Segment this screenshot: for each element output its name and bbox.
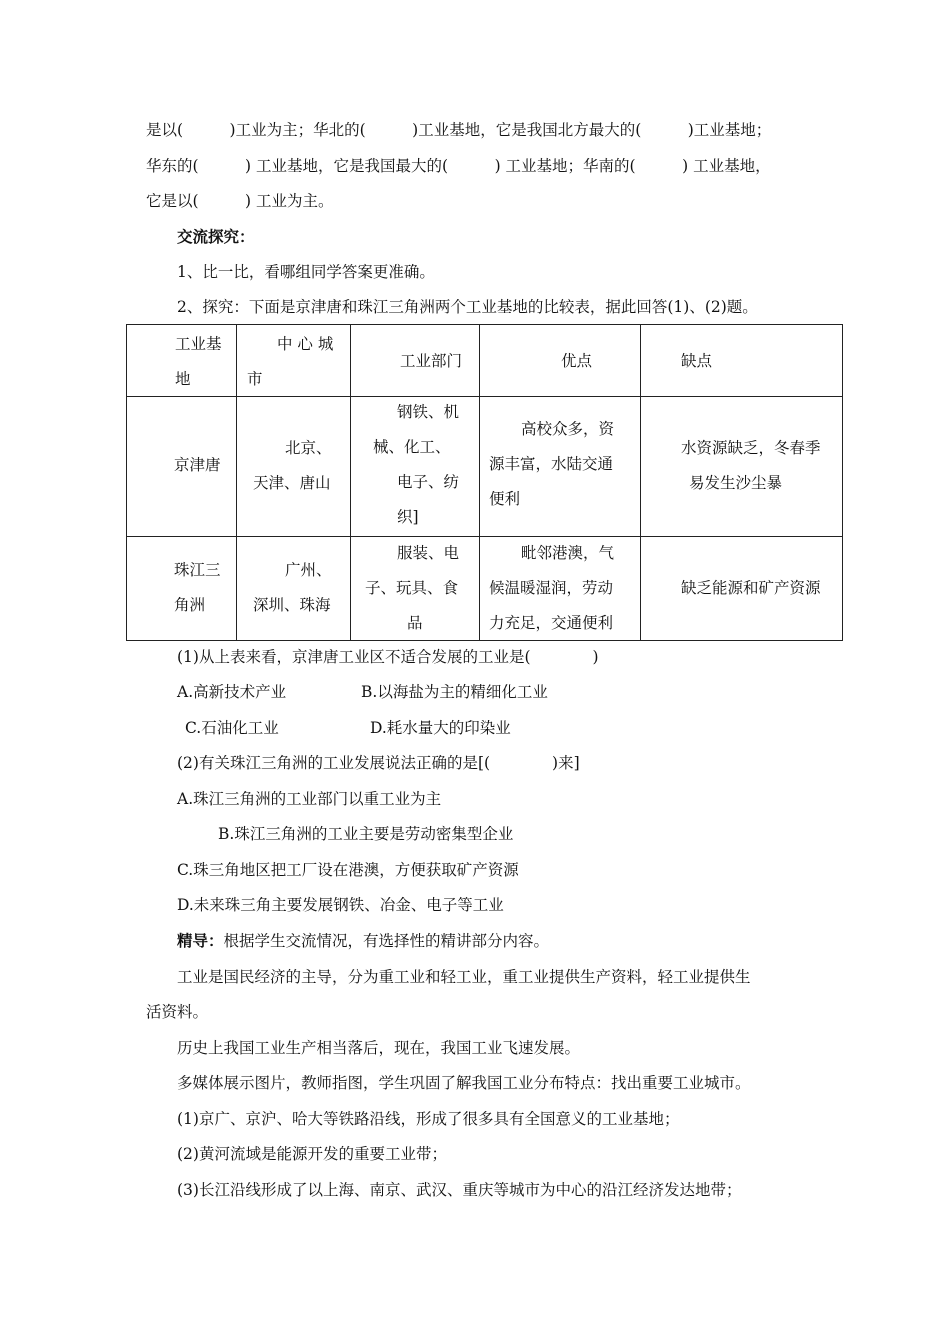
- row2-dis: [641, 537, 843, 641]
- intro-line-3: 它是以( ) 工业为主。: [146, 192, 334, 210]
- row1-dept-line-2: 械、化工、: [373, 438, 451, 456]
- header-dept-text: 工业部门: [400, 352, 463, 370]
- guide-line: [177, 930, 549, 952]
- row2-city: [237, 537, 351, 641]
- header-base-line-2: 地: [175, 370, 191, 388]
- q1-option-c: C.石油化工业: [185, 719, 279, 737]
- row1-dis-line-2: 易发生沙尘暴: [689, 474, 783, 492]
- row1-dept-line-1: 钢铁、机: [397, 403, 460, 421]
- q2-option-b: B.珠江三角洲的工业主要是劳动密集型企业: [218, 825, 514, 843]
- list-item-3: (3)长江沿线形成了以上海、南京、武汉、重庆等城市为中心的沿江经济发达地带；: [177, 1181, 742, 1199]
- q1-option-a: A.高新技术产业: [177, 683, 287, 701]
- row1-dept-line-3: 电子、纺: [397, 473, 460, 491]
- paragraph-2: 历史上我国工业生产相当落后，现在，我国工业飞速发展。: [177, 1039, 581, 1057]
- row1-city-line-1: 北京、: [285, 439, 332, 457]
- row2-dept-line-2: 子、玩具、食: [365, 579, 459, 597]
- row1-dis-line-1: 水资源缺乏，冬春季: [681, 439, 821, 457]
- row2-base: [127, 537, 237, 641]
- row2-dept-line-1: 服装、电: [397, 544, 460, 562]
- intro-line-1: 是以( )工业为主；华北的( )工业基地，它是我国北方最大的( )工业基地；: [146, 121, 772, 139]
- table-header-row: [127, 325, 843, 397]
- row1-adv-line-2: 源丰富，水陆交通: [489, 455, 614, 473]
- paragraph-1-line-2: 活资料。: [146, 1003, 209, 1021]
- comparison-table: [126, 324, 843, 641]
- row1-dis: [641, 397, 843, 537]
- row1-base-text: 京津唐: [174, 456, 221, 474]
- header-city-line-1: 中 心 城: [277, 335, 334, 353]
- paragraph-1-line-1: 工业是国民经济的主导，分为重工业和轻工业，重工业提供生产资料，轻工业提供生: [177, 968, 751, 986]
- row1-adv-line-1: 高校众多，资: [521, 420, 615, 438]
- header-dis-text: 缺点: [681, 352, 713, 370]
- row2-dept: [351, 537, 480, 641]
- row2-base-line-1: 珠江三: [174, 561, 221, 579]
- header-adv-text: 优点: [561, 352, 593, 370]
- q1-option-d: D.耗水量大的印染业: [370, 719, 511, 737]
- exchange-item-2: 2、探究：下面是京津唐和珠江三角洲两个工业基地的比较表，据此回答(1)、(2)题。: [177, 298, 758, 316]
- row2-city-line-2: 深圳、珠海: [253, 596, 331, 614]
- row1-dept-line-4: 织]: [397, 508, 419, 526]
- row2-dis-text: 缺乏能源和矿产资源: [681, 579, 821, 597]
- row1-dept: [351, 397, 480, 537]
- header-dept: [351, 325, 480, 397]
- row1-city: [237, 397, 351, 537]
- row1-city-line-2: 天津、唐山: [253, 474, 331, 492]
- q2-option-a: A.珠江三角洲的工业部门以重工业为主: [177, 790, 442, 808]
- row2-adv: [480, 537, 641, 641]
- guide-text: 根据学生交流情况，有选择性的精讲部分内容。: [223, 932, 550, 950]
- header-dis: [641, 325, 843, 397]
- intro-line-2: 华东的( ) 工业基地，它是我国最大的( ) 工业基地；华南的( ) 工业基地，: [146, 157, 771, 175]
- row2-adv-line-2: 候温暖湿润，劳动: [489, 579, 614, 597]
- guide-label: 精导：: [177, 931, 224, 950]
- paragraph-3: 多媒体展示图片，教师指图，学生巩固了解我国工业分布特点：找出重要工业城市。: [177, 1074, 751, 1092]
- header-base-line-1: 工业基: [175, 335, 222, 353]
- row2-base-line-2: 角洲: [174, 596, 206, 614]
- q2-stem: (2)有关珠江三角洲的工业发展说法正确的是[( )来]: [177, 754, 580, 772]
- row2-dept-line-3: 品: [407, 614, 423, 632]
- row2-adv-line-1: 毗邻港澳，气: [521, 544, 615, 562]
- row1-adv: [480, 397, 641, 537]
- list-item-1: (1)京广、京沪、哈大等铁路沿线，形成了很多具有全国意义的工业基地；: [177, 1110, 680, 1128]
- row2-city-line-1: 广州、: [285, 561, 332, 579]
- header-city-line-2: 市: [247, 370, 263, 388]
- table-row: [127, 397, 843, 537]
- row1-base: [127, 397, 237, 537]
- row1-adv-line-3: 便利: [489, 490, 521, 508]
- q1-option-b: B.以海盐为主的精细化工业: [361, 683, 548, 701]
- table-row: [127, 537, 843, 641]
- row2-adv-line-3: 力充足，交通便利: [489, 614, 614, 632]
- header-city: [237, 325, 351, 397]
- q2-option-c: C.珠三角地区把工厂设在港澳，方便获取矿产资源: [177, 861, 519, 879]
- header-base: [127, 325, 237, 397]
- header-adv: [480, 325, 641, 397]
- q2-option-d: D.未来珠三角主要发展钢铁、冶金、电子等工业: [177, 896, 504, 914]
- q1-stem: (1)从上表来看，京津唐工业区不适合发展的工业是( ): [177, 648, 599, 666]
- list-item-2: (2)黄河流域是能源开发的重要工业带；: [177, 1145, 447, 1163]
- exchange-item-1: 1、比一比，看哪组同学答案更准确。: [177, 263, 435, 281]
- exchange-heading: 交流探究：: [177, 227, 255, 246]
